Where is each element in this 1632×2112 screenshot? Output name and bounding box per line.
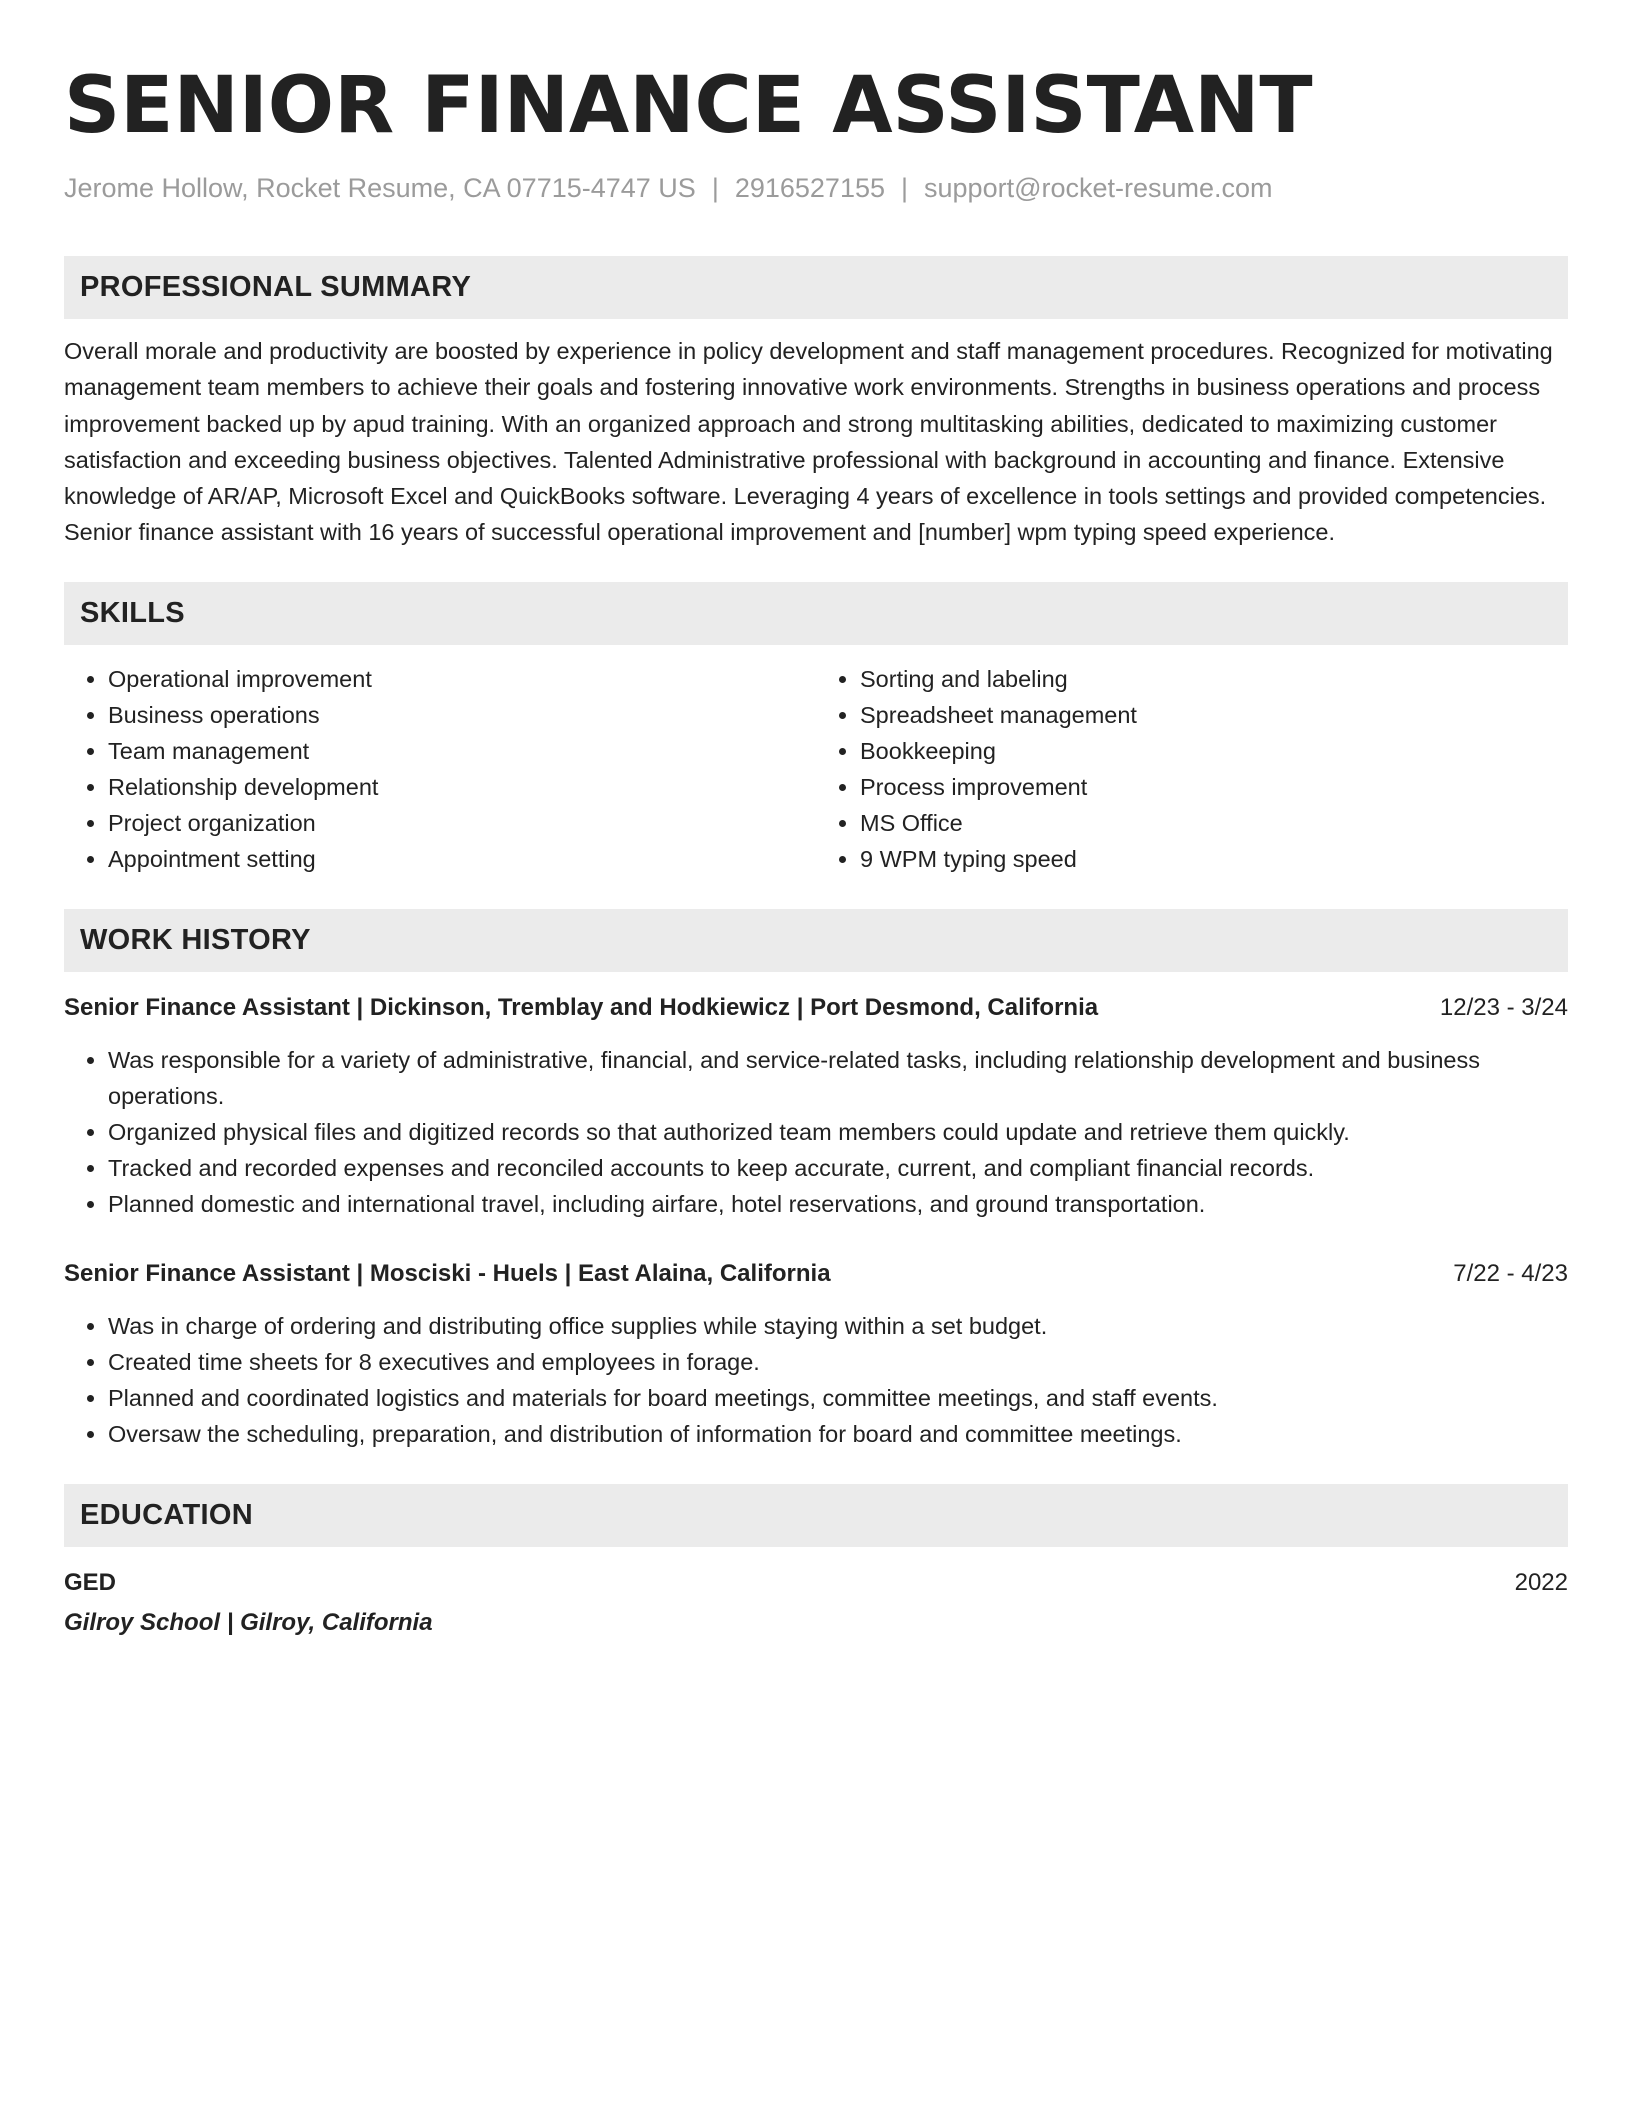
job-bullet: • Tracked and recorded expenses and reconciled accounts to keep accurate, current, and compliant financial records. — [108, 1150, 1568, 1186]
skill-item: • Team management — [108, 733, 816, 769]
job-header — [64, 990, 1568, 1026]
skill-item: • Project organization — [108, 805, 816, 841]
education-school: Gilroy School | Gilroy, California — [64, 1608, 433, 1636]
section-header-education: EDUCATION — [64, 1484, 1568, 1547]
job-bullet: • Planned and coordinated logistics and materials for board meetings, committee meetings, and staff events. — [108, 1380, 1568, 1416]
job-entry — [64, 1256, 1568, 1452]
section-header-summary: PROFESSIONAL SUMMARY — [64, 256, 1568, 319]
job-dates: 7/22 - 4/23 — [1453, 1259, 1568, 1287]
contact-email: support@rocket-resume.com — [924, 173, 1273, 203]
job-bullet: • Was responsible for a variety of administrative, financial, and service-related tasks, including relationship development and business operations. — [108, 1042, 1568, 1114]
skill-item: • Relationship development — [108, 769, 816, 805]
skills-grid — [64, 661, 1568, 877]
job-bullet: • Created time sheets for 8 executives and employees in forage. — [108, 1344, 1568, 1380]
job-header — [64, 1256, 1568, 1292]
skill-item: • Spreadsheet management — [860, 697, 1568, 733]
skill-item: • Appointment setting — [108, 841, 816, 877]
skill-item: • Bookkeeping — [860, 733, 1568, 769]
job-heading: Senior Finance Assistant | Mosciski - Huels | East Alaina, California — [64, 1259, 831, 1287]
job-bullet: • Was in charge of ordering and distributing office supplies while staying within a set budget. — [108, 1308, 1568, 1344]
skills-column-right — [816, 661, 1568, 877]
skill-item: • Sorting and labeling — [860, 661, 1568, 697]
skill-item: • Operational improvement — [108, 661, 816, 697]
skill-item: • 9 WPM typing speed — [860, 841, 1568, 877]
education-header — [64, 1565, 1568, 1601]
contact-line — [64, 170, 1568, 206]
section-header-work-history: WORK HISTORY — [64, 909, 1568, 972]
skill-item: • Process improvement — [860, 769, 1568, 805]
job-bullet: • Oversaw the scheduling, preparation, and distribution of information for board and committee meetings. — [108, 1416, 1568, 1452]
education-degree: GED — [64, 1568, 117, 1596]
resume-title: SENIOR FINANCE ASSISTANT — [64, 61, 1313, 151]
job-bullets — [64, 1042, 1568, 1222]
contact-separator: | — [901, 173, 909, 203]
contact-separator: | — [711, 173, 719, 203]
skill-item: • MS Office — [860, 805, 1568, 841]
job-dates: 12/23 - 3/24 — [1439, 993, 1568, 1021]
job-heading: Senior Finance Assistant | Dickinson, Tremblay and Hodkiewicz | Port Desmond, California — [64, 993, 1099, 1021]
job-bullet: • Planned domestic and international travel, including airfare, hotel reservations, and ground transportation. — [108, 1186, 1568, 1222]
job-bullets — [64, 1308, 1568, 1452]
education-year: 2022 — [1514, 1568, 1568, 1596]
skill-item: • Business operations — [108, 697, 816, 733]
summary-paragraph: Overall morale and productivity are boosted by experience in policy development and staff management procedures. Recognized for motivating management team members to achieve their goals and fostering innovative work environments. Strengths in business operations and process improvement backed up by apud training. With an organized approach and strong multitasking abilities, dedicated to maximizing customer satisfaction and exceeding business objectives. Talented Administrative professional with background in accounting and finance. Extensive knowledge of AR/AP, Microsoft Excel and QuickBooks software. Leveraging 4 years of excellence in tools settings and provided competencies. Senior finance assistant with 16 years of successful operational improvement and [number] wpm typing speed experience. — [64, 338, 1553, 546]
job-entry — [64, 990, 1568, 1222]
contact-address: Jerome Hollow, Rocket Resume, CA 07715-4747 US — [64, 173, 696, 203]
section-header-skills: SKILLS — [64, 582, 1568, 645]
job-bullet: • Organized physical files and digitized records so that authorized team members could update and retrieve them quickly. — [108, 1114, 1568, 1150]
skills-column-left — [64, 661, 816, 877]
contact-phone: 2916527155 — [734, 173, 885, 203]
